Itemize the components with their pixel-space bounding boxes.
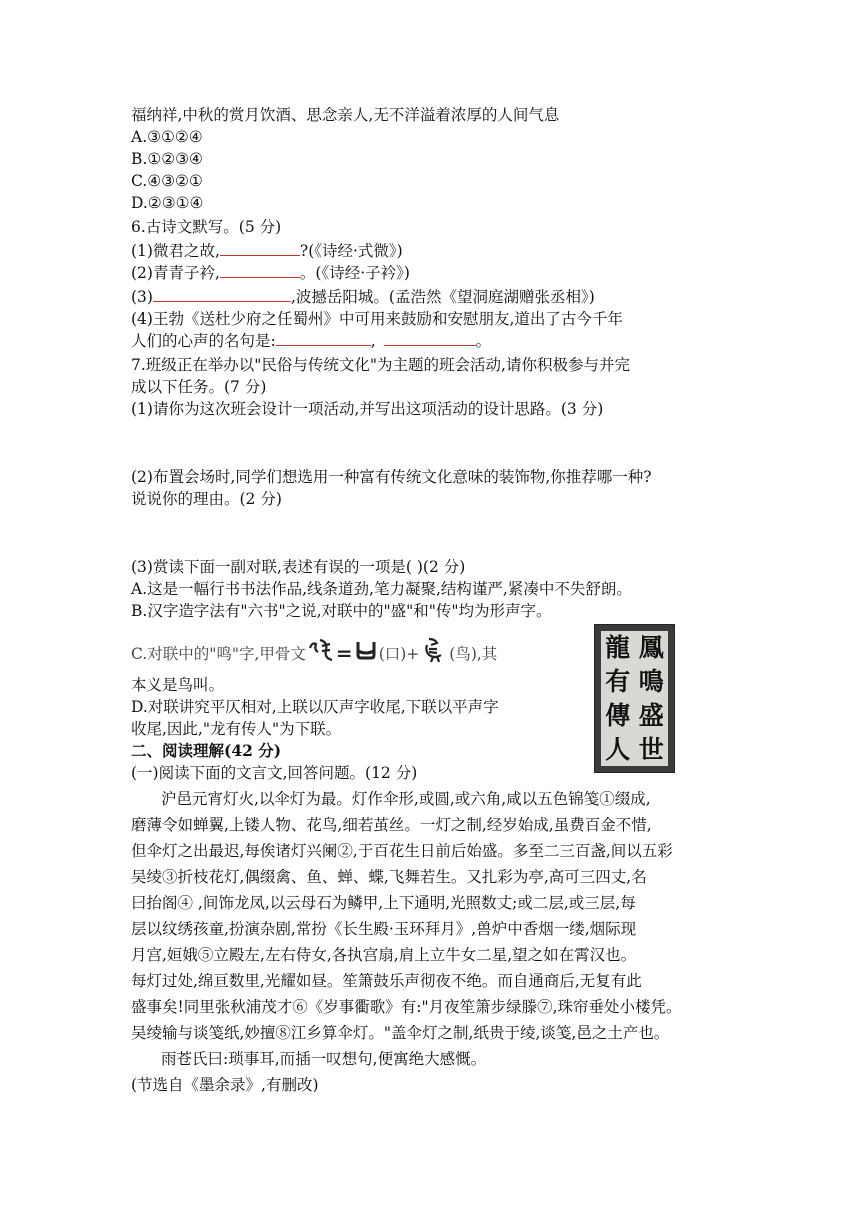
choice-c-text: C.对联中的"鸣"字,甲骨文 [131, 645, 306, 663]
couplet-char: 鳴 [638, 667, 664, 697]
question-6-item-4: (4)王勃《送杜少府之任蜀州》中可用来鼓励和安慰朋友,道出了古今千年 [131, 310, 623, 328]
passage-line: 但伞灯之出最迟,每俟诸灯兴阑②,于百花生日前后始盛。多至二三百盏,间以五彩 [131, 842, 673, 860]
passage-line: 雨苍氏曰:琐事耳,而插一叹想句,便寓绝大感慨。 [161, 1050, 487, 1068]
choice-c [131, 638, 497, 668]
choice-d: D.对联讲究平仄相对,上联以仄声字收尾,下联以平声字 [131, 698, 499, 716]
choice-b: B.汉字造字法有"六书"之说,对联中的"盛"和"传"均为形声字。 [131, 602, 552, 620]
oracle-ming-glyph-icon [308, 638, 334, 668]
passage-line: 磨薄令如蝉翼,上镂人物、花鸟,细若茧丝。一灯之制,经岁始成,虽费百金不惜, [131, 816, 652, 834]
text-line: 福纳祥,中秋的赏月饮酒、思念亲人,无不洋溢着浓厚的人间气息 [131, 106, 560, 124]
question-6-item-1 [131, 240, 403, 262]
choice-a: A.这是一幅行书书法作品,线条道劲,笔力凝聚,结构谨严,紧凑中不失舒朗。 [131, 580, 632, 598]
couplet-char: 人 [605, 734, 631, 764]
answer-blank[interactable] [384, 331, 476, 346]
question-6-item-2 [131, 262, 410, 284]
answer-blank[interactable] [220, 263, 300, 278]
couplet-char: 世 [638, 734, 664, 764]
question-7-title-cont: 成以下任务。(7 分) [131, 378, 267, 396]
answer-blank[interactable] [220, 241, 300, 256]
question-7-title: 7.班级正在举办以"民俗与传统文化"为主题的班会活动,请你积极参与并完 [131, 356, 630, 374]
item-text: 人们的心声的名句是: [131, 332, 276, 350]
passage-line: 月宫,姮娥⑤立殿左,左右侍女,各执宫扇,肩上立牛女二星,望之如在霄汉也。 [131, 946, 637, 964]
item-text: , [370, 332, 376, 350]
question-7-item-2: (2)布置会场时,同学们想选用一种富有传统文化意味的装饰物,你推荐哪一种? [131, 468, 652, 486]
item-text: (3) [131, 288, 153, 306]
oracle-niao-glyph-icon [421, 637, 447, 669]
option-b: B.①②③④ [131, 150, 203, 168]
couplet-char: 有 [605, 667, 631, 697]
choice-d-cont: 收尾,因此,"龙有传人"为下联。 [131, 720, 342, 738]
question-7-item-1: (1)请你为这次班会设计一项活动,并写出这项活动的设计思路。(3 分) [131, 400, 604, 418]
item-text: ,波撼岳阳城。(孟浩然《望洞庭湖赠张丞相》) [290, 288, 595, 306]
passage-line: 吴绫③折枝花灯,偶缀禽、鱼、蝉、蝶,飞舞若生。又扎彩为亭,高可三四丈,名 [131, 868, 647, 886]
choice-c-cont: 本义是鸟叫。 [131, 676, 225, 694]
passage-instruction: (一)阅读下面的文言文,回答问题。(12 分) [131, 764, 418, 782]
couplet-char: 鳳 [638, 633, 664, 663]
question-6-item-3 [131, 286, 595, 308]
passage-line: 吴绫输与谈笺纸,妙擅⑧江乡算伞灯。"盖伞灯之制,纸贵于绫,谈笺,邑之土产也。 [131, 1024, 670, 1042]
question-6-title: 6.古诗文默写。(5 分) [131, 218, 282, 236]
couplet-char: 傳 [605, 700, 631, 730]
oracle-kou-glyph-icon [355, 639, 377, 667]
passage-line: 沪邑元宵灯火,以伞灯为最。灯作伞形,或圆,或六角,咸以五色锦笺①缀成, [161, 790, 651, 808]
item-text: ?(《诗经·式微》) [299, 242, 403, 260]
option-d: D.②③①④ [131, 194, 204, 212]
item-text: (2)青青子衿, [131, 264, 220, 282]
choice-c-text: (口)+ [378, 645, 420, 663]
passage-source: (节选自《墨余录》,有删改) [131, 1076, 319, 1094]
option-a: A.③①②④ [131, 128, 203, 146]
passage-line: 层以纹绣孩童,扮演杂剧,常扮《长生殿·玉环拜月》,兽炉中香烟一缕,烟际现 [131, 920, 637, 938]
section-heading: 二、阅读理解(42 分) [131, 741, 282, 760]
question-7-item-2-cont: 说说你的理由。(2 分) [131, 490, 282, 508]
item-text: (1)微君之故, [131, 242, 220, 260]
question-7-item-3: (3)赏读下面一副对联,表述有误的一项是( )(2 分) [131, 558, 466, 576]
passage-line: 曰抬阁④ ,间饰龙凤,以云母石为鳞甲,上下通明,光照数丈;或二层,或三层,每 [131, 894, 636, 912]
couplet-char: 龍 [605, 633, 631, 663]
option-c: C.④③②① [131, 172, 203, 190]
answer-blank[interactable] [276, 331, 371, 346]
couplet-char: 盛 [638, 700, 664, 730]
item-text: 。(《诗经·子衿》) [299, 264, 410, 282]
passage-line: 盛事矣!同里张秋浦茂才⑥《岁事衢歌》有:"月夜笙箫步绿滕⑦,珠帘垂处小楼凭。 [131, 998, 682, 1016]
choice-c-text: (鸟),其 [449, 645, 498, 663]
answer-blank[interactable] [153, 287, 291, 302]
item-text: 。 [475, 332, 492, 350]
couplet-calligraphy-image [594, 624, 675, 773]
equals-sign: = [335, 641, 353, 665]
passage-line: 每灯过处,绵亘数里,光耀如昼。笙箫鼓乐声彻夜不绝。而自通商后,无复有此 [131, 972, 642, 990]
question-6-item-4-cont [131, 330, 491, 352]
